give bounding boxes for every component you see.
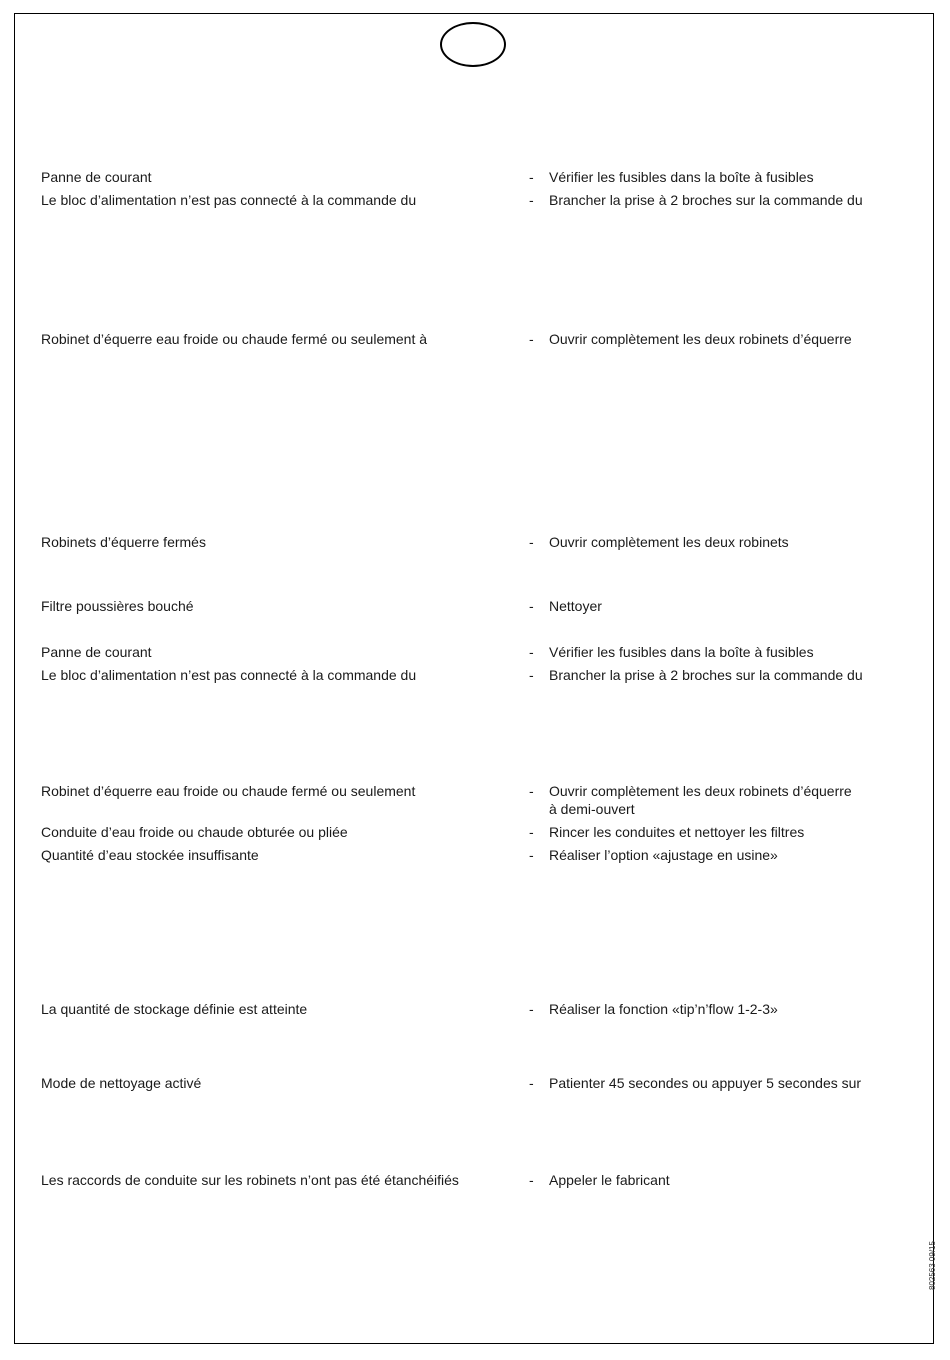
- cause-text: Mode de nettoyage activé: [41, 1075, 202, 1091]
- remedy-text: Rincer les conduites et nettoyer les filtres: [549, 824, 805, 840]
- cause-text: Robinets d’équerre fermés: [41, 534, 206, 550]
- remedy-text: Réaliser la fonction «tip’n’flow 1-2-3»: [549, 1001, 778, 1017]
- cause-text: Robinet d’équerre eau froide ou chaude fermé ou seulement: [41, 783, 416, 799]
- cause-text: Conduite d’eau froide ou chaude obturée ou pliée: [41, 824, 348, 840]
- cause-text: Quantité d’eau stockée insuffisante: [41, 847, 259, 863]
- bullet-dash: -: [529, 1001, 534, 1017]
- remedy-text: Patienter 45 secondes ou appuyer 5 secondes sur: [549, 1075, 862, 1091]
- remedy-text: Réaliser l’option «ajustage en usine»: [549, 847, 778, 863]
- cause-text: Le bloc d’alimentation n’est pas connecté à la commande du: [41, 667, 417, 683]
- bullet-dash: -: [529, 534, 534, 550]
- bullet-dash: -: [529, 644, 534, 660]
- cause-text: Panne de courant: [41, 169, 152, 185]
- remedy-text: Brancher la prise à 2 broches sur la commande du: [549, 192, 863, 208]
- remedy-text: Ouvrir complètement les deux robinets: [549, 534, 789, 550]
- bullet-dash: -: [529, 667, 534, 683]
- cause-text: Robinet d’équerre eau froide ou chaude fermé ou seulement à: [41, 331, 428, 347]
- document-reference: 802563 09/15: [928, 1241, 937, 1290]
- remedy-text: Vérifier les fusibles dans la boîte à fusibles: [549, 169, 814, 185]
- cause-text: Les raccords de conduite sur les robinets n’ont pas été étanchéifiés: [41, 1172, 459, 1188]
- bullet-dash: -: [529, 192, 534, 208]
- remedy-text: Ouvrir complètement les deux robinets d’équerre à demi-ouvert: [549, 783, 852, 817]
- bullet-dash: -: [529, 169, 534, 185]
- cause-text: Panne de courant: [41, 644, 152, 660]
- bullet-dash: -: [529, 783, 534, 799]
- cause-text: Filtre poussières bouché: [41, 598, 194, 614]
- bullet-dash: -: [529, 847, 534, 863]
- bullet-dash: -: [529, 331, 534, 347]
- cause-text: Le bloc d’alimentation n’est pas connecté à la commande du: [41, 192, 417, 208]
- remedy-text: Brancher la prise à 2 broches sur la commande du: [549, 667, 863, 683]
- bullet-dash: -: [529, 598, 534, 614]
- remedy-text: Nettoyer: [549, 598, 602, 614]
- remedy-text: Ouvrir complètement les deux robinets d’équerre: [549, 331, 852, 347]
- bullet-dash: -: [529, 824, 534, 840]
- remedy-text: Vérifier les fusibles dans la boîte à fusibles: [549, 644, 814, 660]
- remedy-text: Appeler le fabricant: [549, 1172, 670, 1188]
- bullet-dash: -: [529, 1075, 534, 1091]
- bullet-dash: -: [529, 1172, 534, 1188]
- language-oval-badge: [440, 22, 506, 67]
- cause-text: La quantité de stockage définie est atteinte: [41, 1001, 308, 1017]
